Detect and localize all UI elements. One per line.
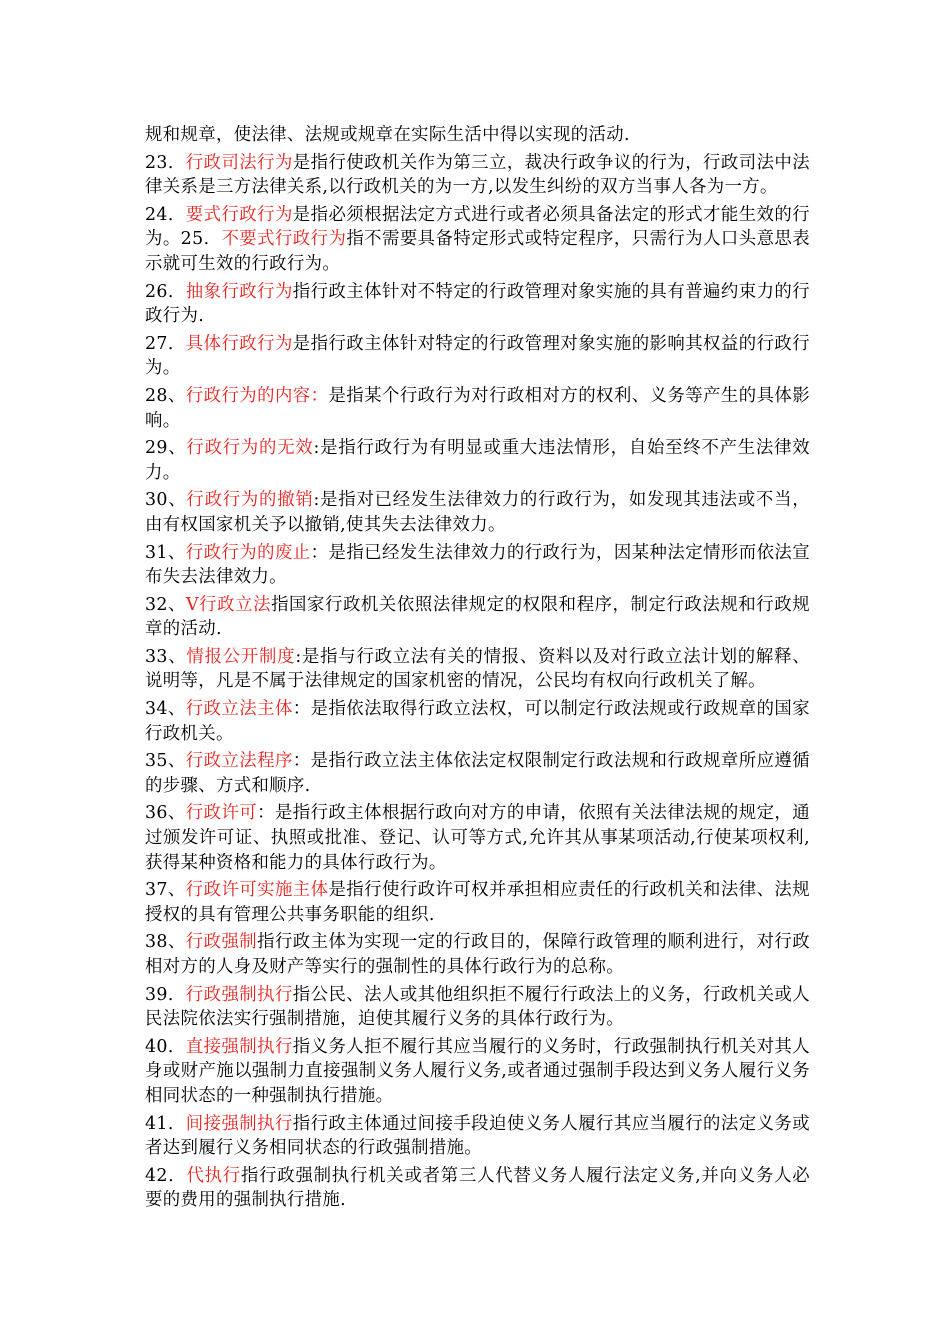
definition-text: 指国家行政机关依照法律规定的权限和程序，制定行政法规和行政规章的活动. — [145, 594, 810, 640]
item-number: 23． — [145, 152, 186, 173]
item-number: 31、 — [145, 542, 186, 563]
paragraph-38 — [145, 930, 810, 979]
definition-text: :是指行政行为有明显或重大违法情形，自始至终不产生法律效力。 — [145, 438, 810, 483]
paragraph-36 — [145, 801, 810, 875]
paragraph-29 — [145, 436, 810, 485]
definition-text: 指不需要具备特定形式或特定程序，只需行为人口头意思表示就可生效的行政行为。 — [145, 229, 811, 274]
item-number: 38、 — [145, 932, 186, 953]
term-highlight: 行政许可实施主体 — [185, 880, 329, 901]
paragraph-text: 规和规章，使法律、法规或规章在实际生活中得以实现的活动. — [145, 125, 630, 145]
paragraph-26 — [145, 280, 810, 329]
definition-text: 指行政主体为实现一定的行政目的，保障行政管理的顺利进行，对行政相对方的人身及财产等实行的强制性的具体行政行为的总称。 — [145, 932, 810, 977]
definition-text: ：是指行政主体根据行政向对方的申请，依照有关法律法规的规定，通过颁发许可证、执照或批准、登记、认可等方式,允许其从事某项活动,行使某项权利,获得某种资格和能力的具体行政行为。 — [145, 803, 810, 873]
term-highlight: 情报公开制度 — [186, 646, 296, 667]
definition-text: :是指与行政立法有关的情报、资料以及对行政立法计划的解释、说明等，凡是不属于法律规定的国家机密的情况，公民均有权向行政机关了解。 — [145, 646, 810, 692]
term-highlight: 具体行政行为 — [185, 333, 293, 354]
item-number: 29、 — [145, 438, 187, 459]
item-number: 24． — [145, 204, 186, 225]
paragraph-40 — [145, 1035, 810, 1109]
paragraph-23 — [145, 151, 810, 200]
item-number: 40． — [145, 1036, 186, 1057]
definition-text: 是指必须根据法定方式进行或者必须具备法定的形式才能生效的行为。25． — [145, 204, 810, 250]
definition-text: :是指对已经发生法律效力的行政行为，如发现其违法或不当，由有权国家机关予以撤销,使其失去法律效力。 — [145, 490, 810, 535]
definition-text: 指公民、法人或其他组织拒不履行行政法上的义务，行政机关或人民法院依法实行强制措施，迫使其履行义务的具体行政行为。 — [145, 984, 810, 1030]
term-highlight: 行政行为的废止 — [185, 542, 311, 563]
term-highlight: 行政许可 — [185, 803, 258, 824]
paragraph-30 — [145, 488, 810, 537]
term-highlight: 代执行 — [186, 1165, 241, 1186]
item-number: 30、 — [145, 490, 187, 511]
definition-text: 是指行使政机关作为第三立，裁决行政争议的行为，行政司法中法律关系是三方法律关系,以行政机关的为一方,以发生纠纷的双方当事人各为一方。 — [145, 152, 810, 198]
term-highlight: 行政强制 — [185, 932, 258, 953]
paragraph-33 — [145, 645, 810, 694]
term-highlight: 间接强制执行 — [185, 1113, 293, 1134]
term-highlight: Ⅴ行政立法 — [186, 594, 272, 615]
item-number: 27． — [145, 333, 186, 354]
paragraph-31 — [145, 541, 810, 590]
item-number: 33、 — [145, 646, 187, 667]
item-number: 39． — [145, 984, 186, 1005]
item-number: 32、 — [145, 594, 187, 615]
definition-text: ：是指依法取得行政立法权，可以制定行政法规或行政规章的国家行政机关。 — [145, 699, 810, 744]
definition-text: ：是指已经发生法律效力的行政行为，因某种法定情形而依法宣布失去法律效力。 — [145, 542, 810, 588]
term-highlight: 要式行政行为 — [185, 204, 293, 225]
paragraph-41 — [145, 1112, 810, 1161]
term-highlight: 行政强制执行 — [185, 984, 293, 1005]
item-number: 37、 — [145, 880, 186, 901]
definition-text: 指义务人拒不履行其应当履行的义务时，行政强制执行机关对其人身或财产施以强制力直接强制义务人履行义务,或者通过强制手段达到义务人履行义务相同状态的一种强制执行措施。 — [145, 1036, 810, 1106]
paragraph-continuation — [145, 123, 810, 148]
definition-text: 指行政主体针对不特定的行政管理对象实施的具有普遍约束力的行政行为. — [145, 281, 810, 327]
item-number: 41． — [145, 1113, 186, 1134]
term-highlight: 行政立法程序 — [185, 751, 293, 772]
item-number: 35、 — [145, 751, 186, 772]
definition-text: 是指某个行政行为对行政相对方的权利、义务等产生的具体影响。 — [145, 385, 810, 431]
item-number: 28、 — [145, 385, 186, 406]
definition-text: 指行政强制执行机关或者第三人代替义务人履行法定义务,并向义务人必要的费用的强制执行措施. — [145, 1165, 811, 1211]
item-number: 34、 — [145, 699, 186, 720]
paragraph-37 — [145, 878, 810, 927]
definition-text: 指行政主体通过间接手段迫使义务人履行其应当履行的法定义务或者达到履行义务相同状态的行政强制措施。 — [145, 1113, 810, 1159]
term-highlight: 不要式行政行为 — [221, 229, 347, 250]
paragraph-24-25 — [145, 203, 810, 277]
term-highlight: 抽象行政行为 — [185, 281, 293, 302]
term-highlight: 行政行为的内容： — [185, 385, 329, 406]
term-highlight: 行政立法主体 — [185, 699, 293, 720]
term-highlight: 行政行为的无效 — [186, 438, 314, 459]
term-highlight: 行政行为的撤销 — [186, 490, 314, 511]
paragraph-39 — [145, 983, 810, 1032]
paragraph-27 — [145, 332, 810, 381]
paragraph-28 — [145, 384, 810, 433]
paragraph-34 — [145, 697, 810, 746]
paragraph-42 — [145, 1164, 810, 1213]
definition-text: ：是指行政立法主体依法定权限制定行政法规和行政规章所应遵循的步骤、方式和顺序. — [145, 751, 810, 796]
term-highlight: 行政司法行为 — [185, 152, 293, 173]
paragraph-35 — [145, 749, 810, 798]
document-body — [145, 123, 810, 1216]
term-highlight: 直接强制执行 — [185, 1036, 293, 1057]
paragraph-32 — [145, 593, 810, 642]
definition-text: 是指行使行政许可权并承担相应责任的行政机关和法律、法规授权的具有管理公共事务职能的组织. — [145, 880, 810, 925]
item-number: 42． — [145, 1165, 187, 1186]
item-number: 36、 — [145, 803, 186, 824]
definition-text: 是指行政主体针对特定的行政管理对象实施的影响其权益的行政行为。 — [145, 333, 810, 379]
item-number: 26． — [145, 281, 186, 302]
